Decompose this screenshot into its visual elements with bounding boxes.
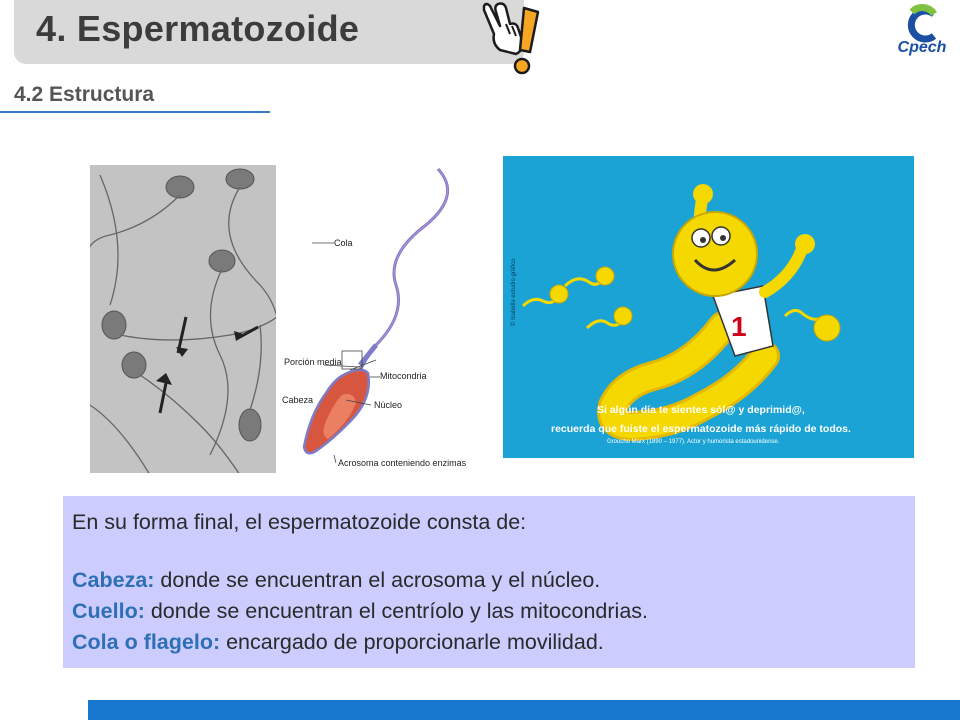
desc-cola: encargado de proporcionarle movilidad. [220, 630, 604, 654]
label-cabeza: Cabeza [282, 395, 314, 405]
cartoon-copyright: © Isabella estudio gráfico [511, 258, 517, 326]
cartoon-illustration [503, 156, 914, 458]
cartoon-quote-line2: recuerda que fuiste el espermatozoide más rápido de todos. [551, 423, 851, 435]
label-porcion-media: Porción media [284, 357, 342, 367]
list-item-cuello [72, 599, 648, 624]
term-cabeza: Cabeza: [72, 568, 155, 592]
label-cola: Cola [334, 238, 353, 248]
section-subtitle: 4.2 Estructura [14, 83, 155, 106]
term-cuello: Cuello: [72, 599, 145, 623]
list-item-cabeza [72, 568, 600, 593]
pointing-hand-icon [476, 0, 554, 82]
list-item-cola [72, 630, 604, 655]
cpech-c-icon [890, 4, 954, 44]
sperm-structure-diagram [276, 165, 476, 473]
logo-text: Cpech [897, 39, 947, 56]
cartoon-attribution: Groucho Marx (1890 – 1977). Actor y humorista estadounidense. [607, 439, 780, 445]
label-mitocondria: Mitocondria [380, 371, 427, 381]
page-title: 4. Espermatozoide [36, 8, 360, 49]
content-text-box [63, 496, 915, 668]
cpech-logo [890, 4, 954, 66]
footer-bar [88, 700, 960, 720]
intro-text: En su forma final, el espermatozoide consta de: [72, 510, 527, 534]
cartoon-quote-line1: Si algún día te sientes sól@ y deprimid@, [597, 404, 805, 416]
subtitle-underline [0, 111, 270, 113]
desc-cuello: donde se encuentran el centríolo y las mitocondrias. [144, 599, 649, 623]
label-acrosoma: Acrosoma conteniendo enzimas [338, 458, 467, 468]
sperm-micrograph-image [90, 165, 278, 473]
desc-cabeza: donde se encuentran el acrosoma y el núcleo. [154, 568, 601, 592]
jersey-number: 1 [731, 311, 747, 342]
label-nucleo: Núcleo [374, 400, 403, 410]
term-cola: Cola o flagelo: [72, 630, 221, 654]
